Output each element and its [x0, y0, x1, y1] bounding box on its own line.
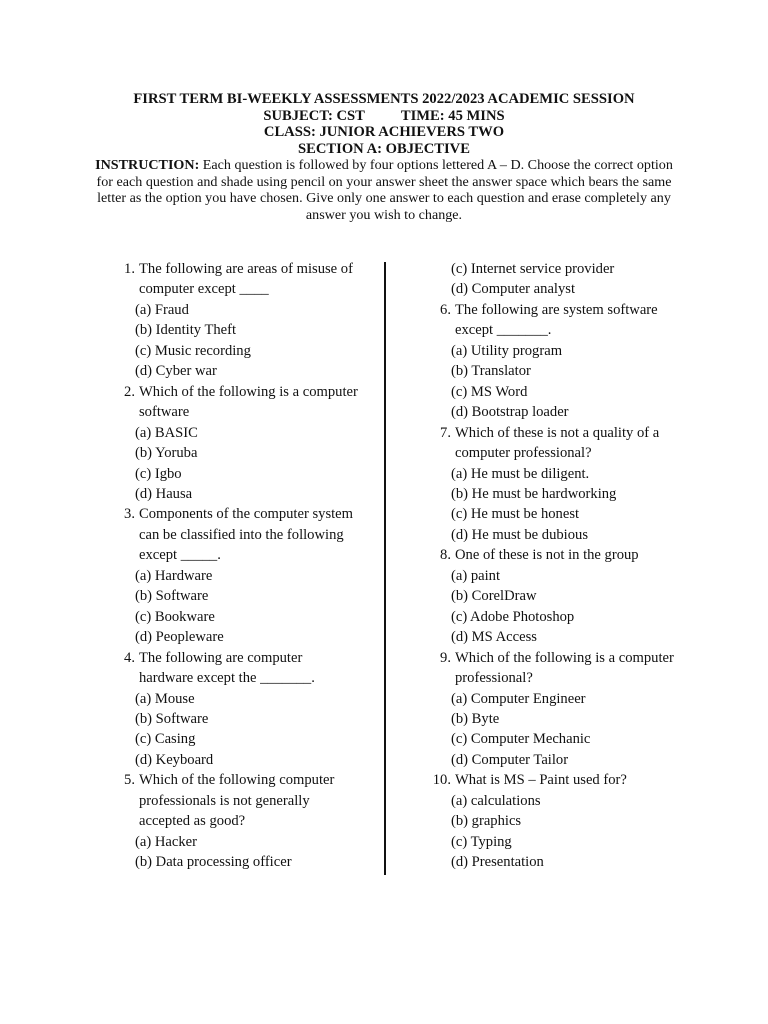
- option-a: (a) Mouse: [135, 690, 195, 707]
- question-3: [104, 504, 369, 647]
- option-b: (b) Software: [135, 710, 209, 727]
- option-d: (d) Hausa: [135, 485, 193, 502]
- option-b: (b) CorelDraw: [451, 588, 537, 605]
- option-d: (d) Peopleware: [135, 629, 224, 646]
- option-c: (c) Music recording: [135, 342, 251, 359]
- question-text: The following are system software except _______.: [455, 301, 658, 339]
- question-1: [104, 259, 369, 382]
- instruction-paragraph: [88, 157, 680, 223]
- question-8: [420, 545, 690, 647]
- question-text: Which of the following is a computer professional?: [455, 649, 674, 687]
- option-b: (b) Yoruba: [135, 445, 198, 462]
- option-c: (c) Adobe Photoshop: [451, 608, 575, 625]
- question-number: 1.: [124, 261, 135, 277]
- option-d: (d) He must be dubious: [451, 526, 589, 543]
- question-7: [420, 423, 690, 546]
- question-number: 7.: [440, 424, 451, 441]
- question-number: 5.: [124, 772, 135, 789]
- option-d: (d) Keyboard: [135, 751, 214, 768]
- option-d: (d) Computer analyst: [451, 281, 576, 298]
- option-b: (b) Translator: [451, 363, 531, 380]
- question-text: Which of these is not a quality of a computer professional?: [455, 424, 660, 462]
- option-a: (a) Hardware: [135, 567, 213, 584]
- question-6: [420, 300, 690, 423]
- instruction-label: INSTRUCTION:: [95, 157, 200, 173]
- option-d: (d) MS Access: [451, 629, 537, 646]
- option-b: (b) Data processing officer: [135, 854, 292, 871]
- option-b: (b) Software: [135, 588, 209, 605]
- option-a: (a) Computer Engineer: [451, 690, 586, 707]
- option-c: (c) Casing: [135, 731, 196, 748]
- option-c: (c) Computer Mechanic: [451, 731, 591, 748]
- question-text: Components of the computer system can be classified into the following except _____.: [139, 506, 354, 564]
- question-4: [104, 648, 369, 771]
- exam-header: [0, 91, 768, 158]
- option-a: (a) Utility program: [451, 342, 563, 359]
- option-a: (a) paint: [451, 567, 501, 584]
- option-c: (c) MS Word: [451, 383, 528, 400]
- question-5: [104, 770, 369, 872]
- option-d: (d) Presentation: [451, 854, 544, 871]
- question-text: Which of the following is a computer software: [139, 383, 358, 421]
- option-b: (b) graphics: [451, 813, 522, 830]
- class-line: CLASS: JUNIOR ACHIEVERS TWO: [263, 124, 505, 141]
- question-10: [420, 770, 690, 872]
- instruction-text: Each question is followed by four options lettered A – D. Choose the correct option for each question and shade using pencil on your answer sheet the answer space which bears the same letter as the option you have chosen. Give only one answer to each question and erase completely any answer you wish to change.: [96, 157, 673, 223]
- option-a: (a) Fraud: [135, 301, 189, 318]
- exam-title: FIRST TERM BI-WEEKLY ASSESSMENTS 2022/2023 ACADEMIC SESSION: [133, 91, 635, 107]
- option-c: (c) Igbo: [135, 465, 182, 482]
- subject-time-line: SUBJECT: CST TIME: 45 MINS: [263, 107, 505, 124]
- column-divider: [384, 262, 386, 875]
- question-number: 2.: [124, 383, 135, 400]
- option-b: (b) Byte: [451, 710, 500, 727]
- option-a: (a) calculations: [451, 792, 541, 809]
- option-d: (d) Cyber war: [135, 363, 217, 380]
- option-d: (d) Bootstrap loader: [451, 404, 569, 421]
- option-c: (c) He must be honest: [451, 506, 580, 523]
- option-d: (d) Computer Tailor: [451, 751, 569, 768]
- question-5-continued: [420, 259, 690, 300]
- option-a: (a) He must be diligent.: [451, 465, 590, 482]
- question-number: 3.: [124, 506, 135, 523]
- option-c: (c) Typing: [451, 833, 512, 850]
- option-c: (c) Internet service provider: [451, 261, 615, 277]
- question-text: What is MS – Paint used for?: [455, 772, 627, 789]
- option-a: (a) BASIC: [135, 424, 198, 441]
- question-text: The following are computer hardware except the _______.: [139, 649, 315, 687]
- question-number: 10.: [432, 772, 451, 789]
- section-title: SECTION A: OBJECTIVE: [298, 141, 470, 158]
- question-number: 6.: [440, 301, 451, 318]
- question-2: [104, 382, 369, 505]
- question-text: Which of the following computer professionals is not generally accepted as good?: [139, 772, 335, 830]
- option-c: (c) Bookware: [135, 608, 215, 625]
- question-9: [420, 648, 690, 771]
- option-b: (b) Identity Theft: [135, 322, 237, 339]
- question-number: 8.: [440, 547, 451, 564]
- right-column: [420, 259, 690, 873]
- option-a: (a) Hacker: [135, 833, 197, 850]
- question-number: 4.: [124, 649, 135, 666]
- question-text: One of these is not in the group: [455, 547, 639, 564]
- question-number: 9.: [440, 649, 451, 666]
- option-b: (b) He must be hardworking: [451, 485, 617, 502]
- left-column: [104, 259, 369, 873]
- question-text: The following are areas of misuse of computer except ____: [139, 261, 353, 298]
